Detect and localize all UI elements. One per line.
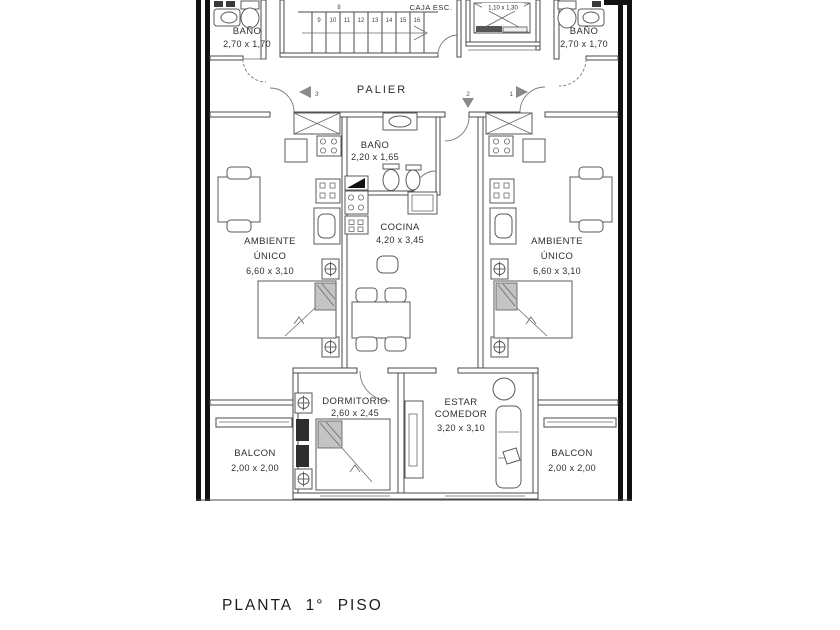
elevator-counterweight (476, 26, 502, 32)
dormitorio-radiator-top (295, 393, 312, 413)
bano-center-dims: 2,20 x 1,65 (351, 152, 399, 162)
center-bath-sink-bowl (389, 116, 411, 127)
estar-line1: ESTAR (444, 397, 478, 408)
balcon-right-label: BALCON (551, 448, 593, 459)
door-arc-bath-right (559, 59, 586, 86)
balcon-left-rail (216, 418, 292, 427)
balcon-left-dims: 2,00 x 2,00 (231, 463, 279, 473)
wall-elevator-left (466, 0, 470, 46)
right-fridge (523, 139, 545, 162)
exterior-wall-left-inner (205, 0, 210, 501)
stair-step-11: 11 (343, 18, 351, 24)
wall-bath-left (261, 0, 266, 59)
right-chair-top (579, 167, 603, 179)
left-sink-basin (318, 214, 335, 238)
cocina-stove (345, 191, 368, 214)
ambiente-right-line1: AMBIENTE (531, 236, 583, 247)
left-chair-top (227, 167, 251, 179)
ambiente-left-dims: 6,60 x 3,10 (246, 266, 294, 276)
center-toilet-bowl (383, 170, 399, 191)
wall-balcon-right-top (538, 400, 618, 405)
bano-left-label: BAÑO (232, 26, 262, 37)
dining-chair-2 (385, 288, 406, 302)
right-sink-basin (495, 214, 512, 238)
wall-elevator-sill (466, 42, 540, 46)
door-marker-left-number: 3 (315, 91, 319, 98)
left-unit (218, 113, 341, 357)
balcon-right-dims: 2,00 x 2,00 (548, 463, 596, 473)
left-fridge (285, 139, 307, 162)
estar-dims: 3,20 x 3,10 (437, 423, 485, 433)
wall-left-unit-center (342, 117, 347, 368)
dormitorio-window-jamb-2 (296, 445, 309, 467)
bano-center-label: BAÑO (360, 140, 390, 151)
right-stove (489, 136, 513, 156)
exterior-wall-right-inner (618, 0, 623, 501)
wall-stair-left (280, 0, 284, 57)
sofa (496, 406, 521, 488)
wall-stair-right (457, 0, 461, 57)
stair-step-14: 14 (385, 18, 393, 24)
right-radiator-bottom (491, 337, 508, 357)
wall-balcon-left-top (210, 400, 293, 405)
exterior-wall-top-right-stub (604, 0, 632, 5)
center-toilet-tank (383, 164, 399, 169)
cocina-dims: 4,20 x 3,45 (376, 235, 424, 245)
bath-right-accessory-icon (592, 1, 601, 7)
door-marker-center-triangle-icon (462, 98, 474, 108)
wall-palier-1 (210, 112, 270, 117)
wall-bottom-1 (293, 368, 357, 373)
cocina-stool (377, 256, 398, 273)
bath-right-fixtures (558, 1, 604, 28)
plan-title: PLANTA 1° PISO (222, 597, 383, 614)
door-marker-right-triangle-icon (516, 86, 528, 98)
left-chair-bottom (227, 220, 251, 232)
dormitorio-label: DORMITORIO (322, 396, 388, 407)
wall-palier-4 (545, 112, 618, 117)
tv-unit (405, 401, 423, 478)
wall-stair-bottom (280, 53, 438, 57)
wall-dormitorio-right (398, 373, 404, 494)
door-marker-left-triangle-icon (299, 86, 311, 98)
bano-right-dims: 2,70 x 1,70 (560, 39, 608, 49)
wall-bath-right-bottom (586, 56, 618, 60)
bath-left-bidet-bowl (221, 12, 237, 23)
dormitorio-dims: 2,60 x 2,45 (331, 408, 379, 418)
dining-chair-1 (356, 288, 377, 302)
right-radiator-top (491, 259, 508, 279)
stair-step-8: 8 (337, 5, 341, 11)
door-marker-center-number: 2 (466, 91, 470, 98)
wall-right-unit-center (478, 117, 483, 368)
right-chair-bottom (579, 220, 603, 232)
left-stove (317, 136, 341, 156)
bath-left-toilet-bowl (241, 8, 259, 28)
bath-left-accessory2-icon (226, 1, 235, 7)
wall-estar-right (533, 373, 538, 494)
bath-right-toilet-bowl (558, 8, 576, 28)
door-arc-unit-left (270, 88, 294, 112)
ambiente-right-line2: ÚNICO (540, 251, 574, 262)
door-arc-unit-center (445, 117, 469, 141)
ambiente-right-dims: 6,60 x 3,10 (533, 266, 581, 276)
dining-table (352, 302, 410, 338)
bath-right-bidet-bowl (583, 12, 599, 23)
bano-right-label: BAÑO (569, 26, 599, 37)
wall-bath-left-bottom (210, 56, 243, 60)
caja-esc-label: CAJA ESC. (409, 3, 453, 12)
door-arc-stair (438, 35, 458, 55)
bath-left-fixtures (214, 1, 259, 28)
dormitorio-radiator-bottom (295, 469, 312, 489)
cocina-label: COCINA (380, 222, 420, 233)
right-unit (486, 113, 612, 357)
stair-step-16: 16 (413, 18, 421, 24)
cocina-counter (345, 216, 368, 234)
door-arc-bath-left (243, 59, 266, 82)
stair-step-9: 9 (317, 18, 321, 24)
ambiente-left-line1: AMBIENTE (244, 236, 296, 247)
left-table (218, 177, 260, 222)
dormitorio-window-jamb-1 (296, 419, 309, 441)
bano-left-dims: 2,70 x 1,70 (223, 39, 271, 49)
exterior-wall-left-outer (196, 0, 201, 501)
elevator-dims: 1,10 x 1,30 (488, 5, 518, 12)
center-bidet-back (406, 165, 421, 170)
door-arcs (243, 35, 586, 401)
wall-center-bath-right (436, 117, 440, 195)
stair-step-10: 10 (329, 18, 337, 24)
estar-line2: COMEDOR (434, 409, 488, 420)
right-table (570, 177, 612, 222)
wall-bottom-2 (388, 368, 436, 373)
dining-chair-4 (385, 337, 406, 351)
elevator-door-panel (503, 27, 527, 32)
left-radiator-bottom (322, 337, 339, 357)
ambiente-left-line2: ÚNICO (253, 251, 287, 262)
stair-step-12: 12 (357, 18, 365, 24)
balcon-left-label: BALCON (234, 448, 276, 459)
center-bidet-bowl (406, 170, 420, 190)
stair-step-15: 15 (399, 18, 407, 24)
dining-chair-3 (356, 337, 377, 351)
stair-step-13: 13 (371, 18, 379, 24)
left-radiator-top (322, 259, 339, 279)
exterior-wall-right-outer (627, 0, 632, 501)
door-markers (299, 86, 528, 108)
balcon-right-rail (544, 418, 616, 427)
elevator (474, 3, 530, 33)
estar-furniture (405, 378, 521, 488)
bath-left-accessory-icon (214, 1, 223, 7)
staircase (298, 3, 452, 53)
door-marker-right-number: 1 (509, 91, 513, 98)
wall-bottom-3 (458, 368, 538, 373)
palier-label: PALIER (356, 84, 408, 96)
round-table (493, 378, 515, 400)
